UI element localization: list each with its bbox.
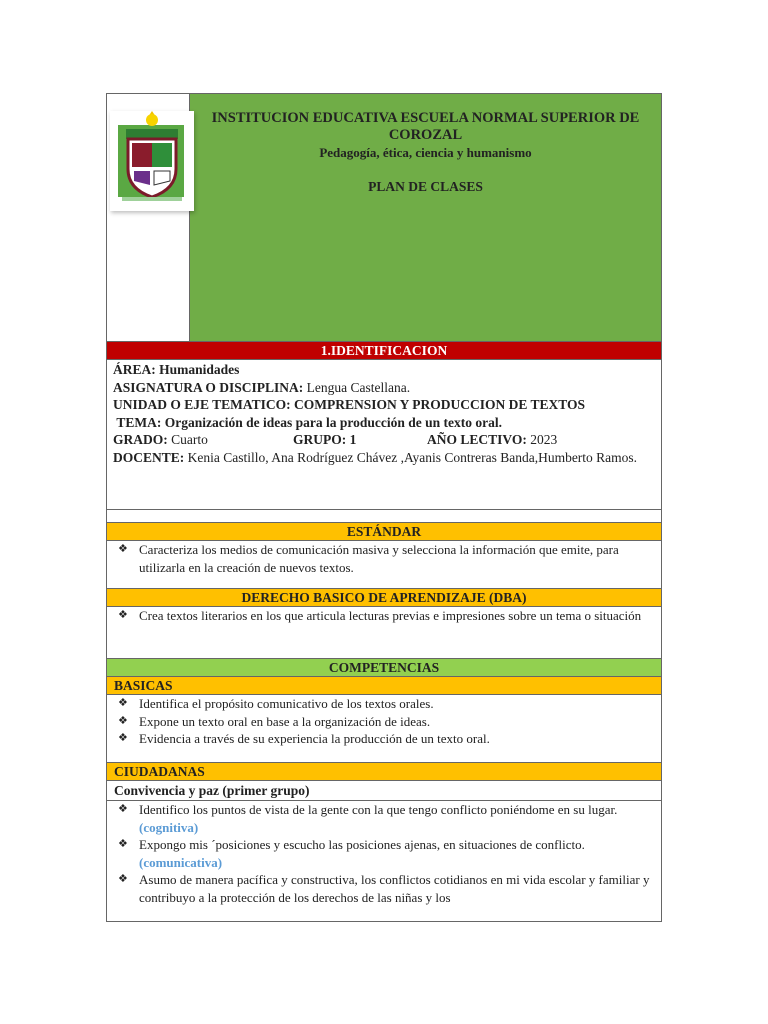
docente-label: DOCENTE: [113,449,185,465]
estandar-block [107,541,661,589]
convivencia-subheader: Convivencia y paz (primer grupo) [107,781,661,801]
list-item: ❖ Asumo de manera pacífica y constructiva, los conflictos cotidianos en mi vida escolar y familiar y contribuyo a la protección de los derechos de las niñas y los [139,871,655,906]
tema-label: TEMA: [116,414,162,430]
logo-cell [107,94,190,341]
asignatura-label: ASIGNATURA O DISCIPLINA: [113,379,304,395]
docente-line [113,449,655,467]
shield-icon [110,111,194,211]
asignatura-line [113,379,655,397]
grupo-label: GRUPO: [293,432,347,447]
area-line [113,361,655,379]
list-item: ❖ Caracteriza los medios de comunicación masiva y selecciona la información que emite, para utilizarla en la creación de nuevos textos. [139,541,655,576]
competency-tag: (comunicativa) [139,854,223,870]
institution-name: INSTITUCION EDUCATIVA ESCUELA NORMAL SUPERIOR DE COROZAL [211,110,640,143]
grupo-value: 1 [349,432,357,447]
list-item: ❖ Evidencia a través de su experiencia la producción de un texto oral. [139,730,655,748]
grado-value: Cuarto [171,432,208,447]
section-identificacion-header: 1.IDENTIFICACION [107,342,661,360]
docente-value: Kenia Castillo, Ana Rodríguez Chávez ,Ayanis Contreras Banda,Humberto Ramos. [187,449,638,465]
list-item: ❖ Crea textos literarios en los que articula lecturas previas e impresiones sobre un tema o situación [139,607,655,625]
anio-value: 2023 [530,432,558,447]
grado-label: GRADO: [113,432,168,447]
grado-line [113,431,655,449]
section-basicas-header: BASICAS [107,677,661,695]
basicas-block [107,695,661,763]
dba-block [107,607,661,659]
tema-value: Organización de ideas para la producción de un texto oral. [164,414,503,430]
competency-tag: (cognitiva) [139,819,199,835]
school-shield-logo [110,111,194,211]
institution-motto: Pedagogía, ética, ciencia y humanismo [319,145,532,160]
list-item: ❖ Expone un texto oral en base a la organización de ideas. [139,713,655,731]
section-competencias-header: COMPETENCIAS [107,659,661,677]
estandar-list [107,541,661,576]
document-type-title: PLAN DE CLASES [368,179,483,194]
section-dba-header: DERECHO BASICO DE APRENDIZAJE (DBA) [107,589,661,607]
section-ciudadanas-header: CIUDADANAS [107,763,661,781]
identification-block [107,360,661,510]
basicas-list [107,695,661,748]
list-item: ❖ Expongo mis ´posiciones y escucho las posiciones ajenas, en situaciones de conflicto. (comunicativa) [139,836,655,871]
dba-list [107,607,661,625]
unidad-line [113,396,655,414]
list-item: ❖ Identifico los puntos de vista de la gente con la que tengo conflicto poniéndome en su lugar. (cognitiva) [139,801,655,836]
anio-label: AÑO LECTIVO: [427,432,527,447]
section-estandar-header: ESTÁNDAR [107,522,661,541]
unidad-value: COMPRENSION Y PRODUCCION DE TEXTOS [294,397,586,412]
header-title-cell [190,94,661,341]
area-label: ÁREA: [113,362,156,377]
list-item: ❖ Identifica el propósito comunicativo de los textos orales. [139,695,655,713]
convivencia-block [107,801,661,906]
tema-line [113,414,655,432]
lesson-plan-document [106,93,662,922]
asignatura-value: Lengua Castellana. [306,379,411,395]
document-header [107,94,661,342]
unidad-label: UNIDAD O EJE TEMATICO: [113,397,291,412]
area-value: Humanidades [159,362,240,377]
convivencia-list [107,801,661,906]
